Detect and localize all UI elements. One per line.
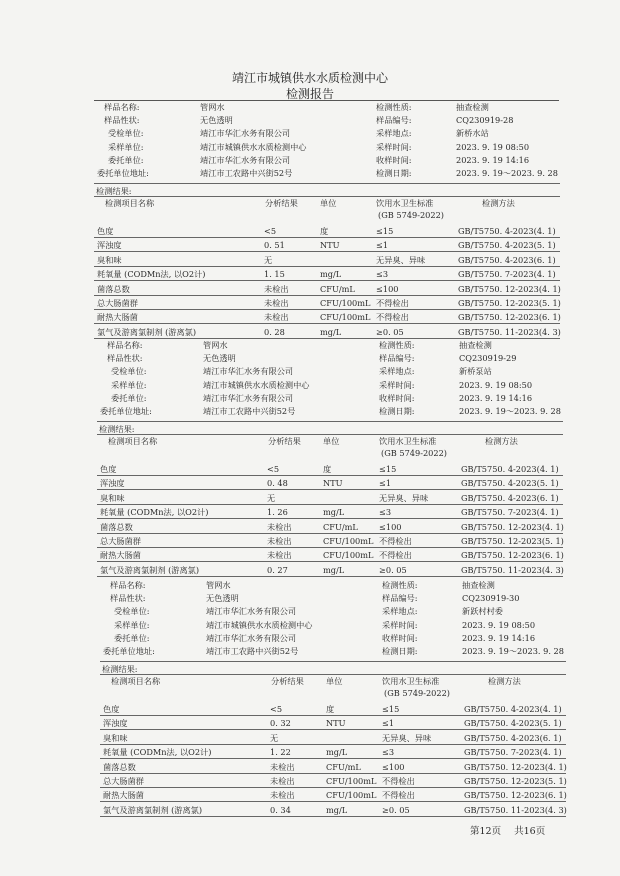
page-number: 第12页 <box>470 826 502 837</box>
table-cell-result: 0. 32 <box>270 718 291 729</box>
table-cell-method: GB/T5750. 4-2023(5. 1) <box>464 718 562 729</box>
row-rule <box>97 489 563 490</box>
info-label: 采样时间: <box>376 141 412 152</box>
table-cell-unit: mg/L <box>323 564 345 575</box>
row-rule <box>94 266 560 267</box>
col-header-item: 检测项目名称 <box>105 198 155 208</box>
col-header-method: 检测方法 <box>488 676 521 686</box>
table-cell-standard: ≤100 <box>376 283 399 294</box>
table-cell-method: GB/T5750. 11-2023(4. 3) <box>461 564 564 575</box>
col-header-unit: 单位 <box>323 436 340 446</box>
table-cell-item: 氯气及游离氯制剂 (游离氯) <box>100 564 200 575</box>
table-rule <box>94 196 560 197</box>
table-cell-method: GB/T5750. 7-2023(4. 1) <box>464 747 562 758</box>
info-label: 采样地点: <box>379 366 415 377</box>
table-cell-item: 浑浊度 <box>97 240 122 251</box>
table-rule <box>97 434 563 435</box>
table-cell-method: GB/T5750. 12-2023(4. 1) <box>461 521 564 532</box>
table-cell-item: 菌落总数 <box>100 521 133 532</box>
table-cell-unit: mg/L <box>320 269 342 280</box>
table-cell-result: <5 <box>267 464 280 474</box>
col-header-result: 分析结果 <box>265 198 298 208</box>
table-cell-standard: ≥0. 05 <box>379 564 407 575</box>
info-value: 新桥泵站 <box>459 366 492 377</box>
table-cell-method: GB/T5750. 12-2023(6. 1) <box>461 550 564 561</box>
table-cell-unit: CFU/100mL <box>323 550 374 561</box>
table-cell-unit: CFU/mL <box>323 521 358 532</box>
table-cell-method: GB/T5750. 4-2023(5. 1) <box>458 240 556 251</box>
table-cell-item: 色度 <box>100 464 117 474</box>
table-cell-item: 浑浊度 <box>103 718 128 729</box>
info-value: 2023. 9. 19 08:50 <box>462 619 536 630</box>
table-cell-method: GB/T5750. 4-2023(4. 1) <box>458 226 556 236</box>
info-label: 委托单位地址: <box>97 168 149 178</box>
table-cell-standard: 无异臭、异味 <box>376 254 426 265</box>
info-value: CQ230919-30 <box>462 593 520 604</box>
row-rule <box>97 504 563 505</box>
info-value: 靖江市城镇供水水质检测中心 <box>203 379 310 390</box>
table-cell-method: GB/T5750. 11-2023(4. 3) <box>458 326 561 337</box>
table-cell-standard: ≤1 <box>379 478 392 489</box>
header-rule <box>94 100 559 101</box>
col-header-standard: 饮用水卫生标准 <box>379 436 437 446</box>
table-cell-item: 氯气及游离氯制剂 (游离氯) <box>103 804 203 815</box>
table-cell-result: 0. 48 <box>267 478 288 489</box>
table-cell-result: 无 <box>270 732 279 743</box>
table-cell-unit: 度 <box>326 704 335 714</box>
info-value: 2023. 9. 19 14:16 <box>462 632 536 643</box>
table-cell-result: 1. 26 <box>267 507 288 518</box>
info-label: 收样时间: <box>376 154 412 165</box>
report-title: 检测报告 <box>285 87 334 101</box>
table-cell-method: GB/T5750. 11-2023(4. 3) <box>464 804 567 815</box>
col-header-method: 检测方法 <box>482 198 515 208</box>
table-cell-result: 未检出 <box>264 312 289 323</box>
row-rule <box>100 744 566 745</box>
info-value: 靖江市城镇供水水质检测中心 <box>206 619 313 630</box>
table-cell-method: GB/T5750. 4-2023(6. 1) <box>461 492 559 503</box>
table-cell-result: 0. 51 <box>264 240 285 251</box>
table-cell-unit: NTU <box>323 478 343 489</box>
page-footer <box>470 823 555 837</box>
table-cell-unit: CFU/mL <box>320 283 355 294</box>
table-cell-unit: mg/L <box>326 804 348 815</box>
table-cell-method: GB/T5750. 12-2023(6. 1) <box>458 312 561 323</box>
row-rule <box>100 715 566 716</box>
row-rule <box>97 533 563 534</box>
info-value: 靖江市工农路中兴街52号 <box>203 406 296 416</box>
col-header-method: 检测方法 <box>485 436 518 446</box>
info-label: 收样时间: <box>382 632 418 643</box>
info-value: 靖江市工农路中兴街52号 <box>206 646 299 656</box>
info-value: CQ230919-29 <box>459 353 517 364</box>
table-cell-method: GB/T5750. 7-2023(4. 1) <box>461 507 559 518</box>
table-cell-unit: mg/L <box>320 326 342 337</box>
row-rule <box>100 758 566 759</box>
info-label: 样品性状: <box>104 115 140 126</box>
table-cell-standard: ≤1 <box>376 240 389 251</box>
table-cell-method: GB/T5750. 7-2023(4. 1) <box>458 269 556 280</box>
info-label: 样品名称: <box>107 340 143 350</box>
info-label: 受检单位: <box>111 366 147 377</box>
table-cell-result: 1. 15 <box>264 269 285 280</box>
table-cell-method: GB/T5750. 4-2023(5. 1) <box>461 478 559 489</box>
table-cell-unit: CFU/mL <box>326 761 361 772</box>
info-value: 靖江市华汇水务有限公司 <box>203 392 294 403</box>
row-rule <box>94 251 560 252</box>
table-cell-method: GB/T5750. 4-2023(4. 1) <box>461 464 559 474</box>
table-cell-result: 未检出 <box>270 790 295 801</box>
table-cell-result: 未检出 <box>267 521 292 532</box>
info-value: 靖江市华汇水务有限公司 <box>206 606 297 617</box>
table-cell-unit: CFU/100mL <box>326 790 377 801</box>
info-label: 样品名称: <box>104 102 140 112</box>
table-cell-item: 耗氧量 (CODMn法, 以O2计) <box>103 747 212 758</box>
info-label: 受检单位: <box>108 128 144 139</box>
info-value: 靖江市城镇供水水质检测中心 <box>200 141 307 152</box>
info-label: 样品编号: <box>376 115 412 126</box>
col-header-item: 检测项目名称 <box>108 436 158 446</box>
col-header-item: 检测项目名称 <box>111 676 161 686</box>
table-cell-item: 氯气及游离氯制剂 (游离氯) <box>97 326 197 337</box>
row-rule <box>100 787 566 788</box>
table-cell-unit: 度 <box>323 464 332 474</box>
table-cell-item: 色度 <box>103 704 120 714</box>
results-label: 检测结果: <box>96 186 132 196</box>
col-header-standard-code: (GB 5749-2022) <box>384 688 450 698</box>
table-cell-item: 总大肠菌群 <box>100 536 141 546</box>
row-rule <box>100 729 566 730</box>
col-header-unit: 单位 <box>320 198 337 208</box>
table-cell-result: 未检出 <box>264 298 289 308</box>
table-cell-unit: mg/L <box>323 507 345 518</box>
info-label: 采样地点: <box>382 606 418 617</box>
info-value: 2023. 9. 19 14:16 <box>456 154 530 165</box>
info-value: 2023. 9. 19 14:16 <box>459 392 533 403</box>
table-cell-method: GB/T5750. 12-2023(5. 1) <box>458 298 561 308</box>
info-value: 靖江市华汇水务有限公司 <box>203 366 294 377</box>
table-cell-unit: NTU <box>326 718 346 729</box>
table-cell-standard: 不得检出 <box>379 536 412 546</box>
info-label: 收样时间: <box>379 392 415 403</box>
info-value: 无色透明 <box>206 593 239 604</box>
table-cell-standard: ≤15 <box>376 226 394 236</box>
table-cell-result: 未检出 <box>267 536 292 546</box>
col-header-standard: 饮用水卫生标准 <box>382 676 440 686</box>
results-label: 检测结果: <box>102 664 138 674</box>
table-cell-item: 臭和味 <box>97 254 122 265</box>
table-rule <box>100 674 566 675</box>
table-cell-item: 菌落总数 <box>103 761 136 772</box>
info-label: 检测日期: <box>376 168 412 178</box>
info-value: CQ230919-28 <box>456 115 514 126</box>
table-cell-unit: CFU/100mL <box>326 776 377 786</box>
section-rule <box>100 661 566 662</box>
info-label: 采样单位: <box>108 141 144 152</box>
table-cell-standard: ≤15 <box>379 464 397 474</box>
table-cell-item: 耐热大肠菌 <box>103 790 144 801</box>
info-label: 检测日期: <box>382 646 418 656</box>
table-cell-result: 未检出 <box>270 761 295 772</box>
info-label: 委托单位: <box>108 154 144 165</box>
table-cell-item: 耗氧量 (CODMn法, 以O2计) <box>97 269 206 280</box>
row-rule <box>97 518 563 519</box>
info-value: 抽查检测 <box>462 580 495 590</box>
info-value: 管网水 <box>200 102 225 112</box>
info-value: 管网水 <box>203 340 228 350</box>
info-value: 抽查检测 <box>459 340 492 350</box>
table-cell-result: 无 <box>267 492 276 503</box>
table-cell-unit: CFU/100mL <box>320 312 371 323</box>
table-cell-item: 臭和味 <box>100 492 125 503</box>
table-cell-method: GB/T5750. 12-2023(4. 1) <box>464 761 567 772</box>
info-value: 抽查检测 <box>456 102 489 112</box>
row-rule <box>97 475 563 476</box>
table-cell-standard: 不得检出 <box>382 776 415 786</box>
info-value: 靖江市工农路中兴街52号 <box>200 168 293 178</box>
info-value: 2023. 9. 19～2023. 9. 28 <box>459 406 561 416</box>
info-label: 样品编号: <box>382 593 418 604</box>
table-cell-standard: 不得检出 <box>376 298 409 308</box>
table-cell-result: 0. 27 <box>267 564 288 575</box>
info-value: 管网水 <box>206 580 231 590</box>
col-header-unit: 单位 <box>326 676 343 686</box>
info-value: 无色透明 <box>203 353 236 364</box>
table-cell-item: 总大肠菌群 <box>103 776 144 786</box>
row-rule <box>100 801 566 802</box>
info-label: 样品名称: <box>110 580 146 590</box>
info-label: 样品性状: <box>110 593 146 604</box>
table-cell-result: <5 <box>264 226 277 236</box>
row-rule <box>97 547 563 548</box>
info-value: 2023. 9. 19～2023. 9. 28 <box>462 646 564 656</box>
col-header-standard-code: (GB 5749-2022) <box>378 210 444 220</box>
info-label: 委托单位地址: <box>103 646 155 656</box>
table-cell-unit: NTU <box>320 240 340 251</box>
table-cell-unit: 度 <box>320 226 329 236</box>
row-rule <box>94 338 560 339</box>
info-label: 样品性状: <box>107 353 143 364</box>
info-label: 检测性质: <box>379 340 415 350</box>
table-cell-method: GB/T5750. 4-2023(4. 1) <box>464 704 562 714</box>
results-label: 检测结果: <box>99 424 135 434</box>
table-cell-result: 未检出 <box>264 283 289 294</box>
info-label: 采样单位: <box>114 619 150 630</box>
info-label: 委托单位: <box>114 632 150 643</box>
table-cell-result: 0. 28 <box>264 326 285 337</box>
info-value: 靖江市华汇水务有限公司 <box>206 632 297 643</box>
row-rule <box>100 816 566 817</box>
table-cell-item: 色度 <box>97 226 114 236</box>
info-label: 受检单位: <box>114 606 150 617</box>
table-cell-item: 耐热大肠菌 <box>100 550 141 561</box>
col-header-result: 分析结果 <box>268 436 301 446</box>
table-cell-standard: ≥0. 05 <box>376 326 404 337</box>
table-cell-result: 未检出 <box>270 776 295 786</box>
col-header-result: 分析结果 <box>271 676 304 686</box>
info-value: 2023. 9. 19 08:50 <box>456 141 530 152</box>
table-cell-standard: ≤3 <box>382 747 395 758</box>
table-cell-standard: 不得检出 <box>379 550 412 561</box>
table-cell-item: 耗氧量 (CODMn法, 以O2计) <box>100 507 209 518</box>
table-cell-item: 耐热大肠菌 <box>97 312 138 323</box>
row-rule <box>100 773 566 774</box>
table-cell-method: GB/T5750. 12-2023(4. 1) <box>458 283 561 294</box>
table-cell-unit: CFU/100mL <box>320 298 371 308</box>
row-rule <box>97 561 563 562</box>
table-cell-standard: ≤3 <box>376 269 389 280</box>
table-cell-method: GB/T5750. 4-2023(6. 1) <box>458 254 556 265</box>
table-cell-item: 菌落总数 <box>97 283 130 294</box>
info-label: 采样时间: <box>382 619 418 630</box>
table-cell-result: 0. 34 <box>270 804 291 815</box>
table-cell-method: GB/T5750. 12-2023(6. 1) <box>464 790 567 801</box>
section-rule <box>97 421 563 422</box>
table-cell-standard: 不得检出 <box>376 312 409 323</box>
row-rule <box>97 576 563 577</box>
row-rule <box>94 309 560 310</box>
table-cell-standard: 无异臭、异味 <box>379 492 429 503</box>
info-label: 委托单位地址: <box>100 406 152 416</box>
row-rule <box>94 237 560 238</box>
table-cell-result: <5 <box>270 704 283 714</box>
table-cell-standard: 不得检出 <box>382 790 415 801</box>
table-cell-standard: ≤100 <box>379 521 402 532</box>
info-label: 检测性质: <box>382 580 418 590</box>
col-header-standard-code: (GB 5749-2022) <box>381 448 447 458</box>
info-value: 2023. 9. 19～2023. 9. 28 <box>456 168 558 178</box>
info-label: 样品编号: <box>379 353 415 364</box>
table-cell-method: GB/T5750. 4-2023(6. 1) <box>464 732 562 743</box>
table-cell-method: GB/T5750. 12-2023(5. 1) <box>464 776 567 786</box>
info-label: 检测日期: <box>379 406 415 416</box>
info-label: 采样时间: <box>379 379 415 390</box>
table-cell-standard: ≤15 <box>382 704 400 714</box>
table-cell-unit: mg/L <box>326 747 348 758</box>
page-title: 靖江市城镇供水水质检测中心 <box>231 71 388 85</box>
table-cell-standard: ≤100 <box>382 761 405 772</box>
info-value: 新跃村村委 <box>462 606 503 617</box>
col-header-standard: 饮用水卫生标准 <box>376 198 434 208</box>
info-value: 2023. 9. 19 08:50 <box>459 379 533 390</box>
row-rule <box>94 323 560 324</box>
table-cell-method: GB/T5750. 12-2023(5. 1) <box>461 536 564 546</box>
table-cell-standard: ≥0. 05 <box>382 804 410 815</box>
table-cell-item: 臭和味 <box>103 732 128 743</box>
table-cell-item: 浑浊度 <box>100 478 125 489</box>
info-value: 靖江市华汇水务有限公司 <box>200 154 291 165</box>
table-cell-result: 未检出 <box>267 550 292 561</box>
info-value: 新桥水站 <box>456 128 489 139</box>
table-cell-standard: ≤1 <box>382 718 395 729</box>
table-cell-standard: ≤3 <box>379 507 392 518</box>
info-label: 采样单位: <box>111 379 147 390</box>
row-rule <box>94 295 560 296</box>
info-label: 委托单位: <box>111 392 147 403</box>
table-cell-result: 1. 22 <box>270 747 291 758</box>
section-rule <box>94 183 560 184</box>
info-value: 无色透明 <box>200 115 233 126</box>
info-label: 检测性质: <box>376 102 412 112</box>
row-rule <box>94 280 560 281</box>
table-cell-unit: CFU/100mL <box>323 536 374 546</box>
table-cell-standard: 无异臭、异味 <box>382 732 432 743</box>
table-cell-result: 无 <box>264 254 273 265</box>
page-total: 共16页 <box>514 826 546 837</box>
info-label: 采样地点: <box>376 128 412 139</box>
table-cell-item: 总大肠菌群 <box>97 298 138 308</box>
info-value: 靖江市华汇水务有限公司 <box>200 128 291 139</box>
